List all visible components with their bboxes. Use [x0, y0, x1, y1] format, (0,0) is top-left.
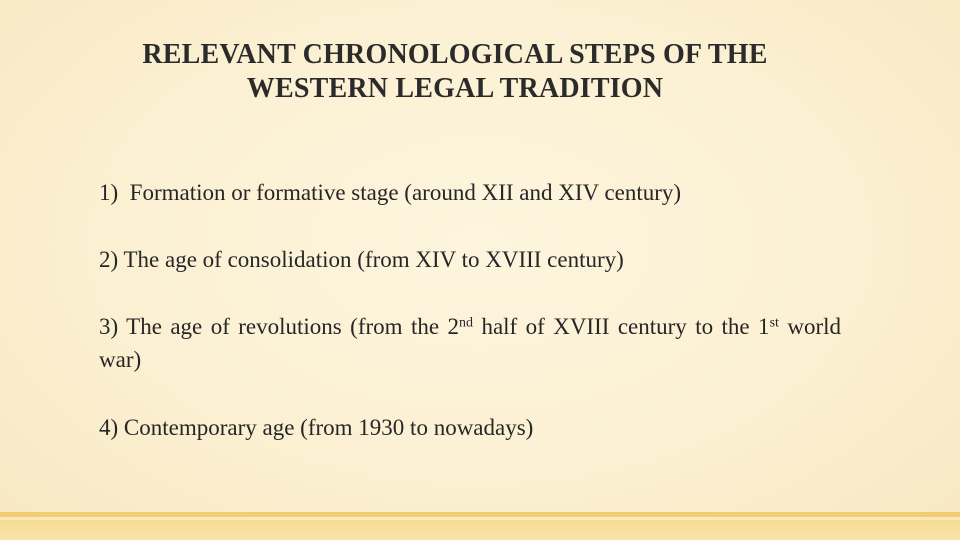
title-line-1: RELEVANT CHRONOLOGICAL STEPS OF THE: [142, 39, 768, 70]
revolutions-text-part-3: world war): [99, 314, 847, 372]
title-line-2: WESTERN LEGAL TRADITION: [246, 73, 664, 104]
ordinal-suffix-nd: nd: [459, 315, 474, 331]
revolutions-text-part-1: 3) The age of revolutions (from the 2: [99, 314, 460, 339]
ordinal-suffix-st: st: [769, 315, 779, 331]
bottom-divider-line: [0, 518, 960, 519]
bottom-footer-band: [0, 520, 960, 540]
list-item-consolidation: 2) The age of consolidation (from XIV to XVIII century): [99, 247, 624, 272]
list-item-revolutions: [99, 310, 847, 376]
slide-title: [60, 38, 850, 106]
list-item-formation: 1) Formation or formative stage (around XII and XIV century): [99, 180, 682, 205]
list-item-contemporary: 4) Contemporary age (from 1930 to nowadays): [99, 415, 534, 440]
bottom-accent-bar: [0, 512, 960, 517]
revolutions-text-part-2: half of XVIII century to the 1: [473, 314, 770, 339]
